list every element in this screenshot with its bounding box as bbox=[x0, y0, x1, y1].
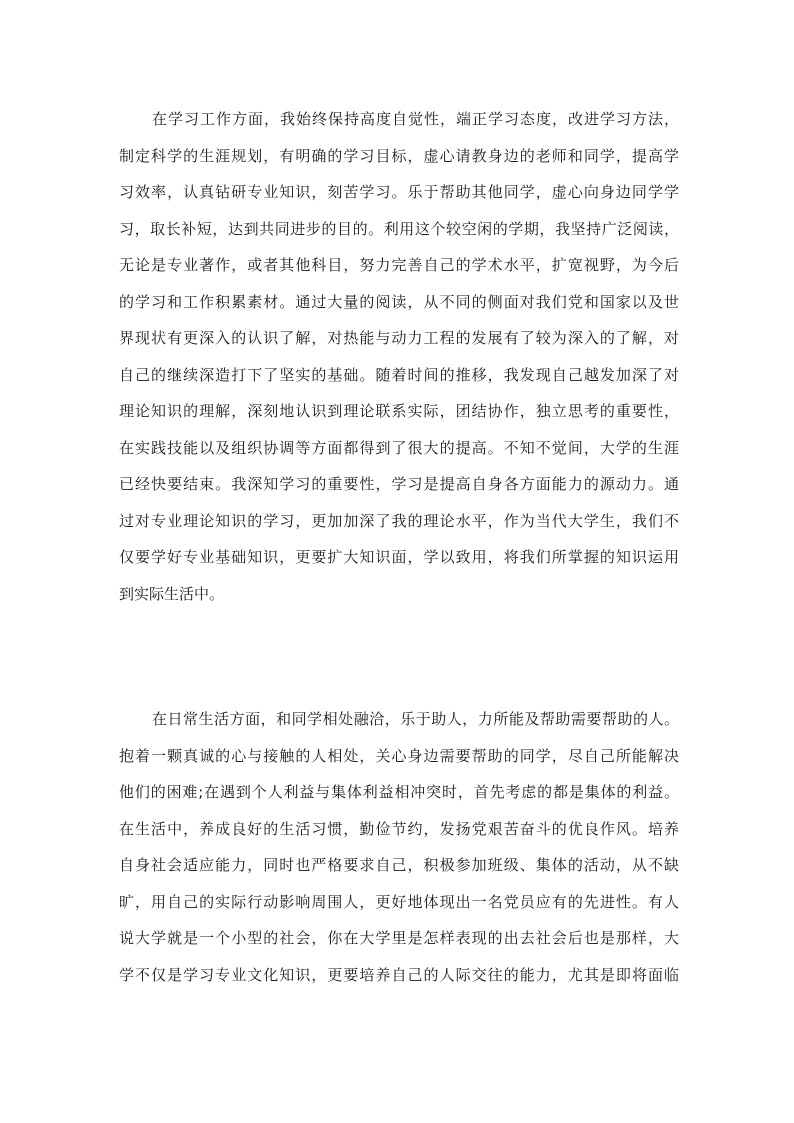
text-line: 抱着一颗真诚的心与接触的人相处，关心身边需要帮助的同学，尽自己所能解决 bbox=[119, 746, 679, 765]
text-line: 在生活中，养成良好的生活习惯，勤俭节约，发扬党艰苦奋斗的优良作风。培养 bbox=[119, 819, 679, 838]
text-line: 自身社会适应能力，同时也严格要求自己，积极参加班级、集体的活动，从不缺 bbox=[119, 856, 679, 874]
text-line: 习效率，认真钻研专业知识，刻苦学习。乐于帮助其他同学，虚心向身边同学学 bbox=[119, 183, 679, 201]
text-line: 界现状有更深入的认识了解，对热能与动力工程的发展有了较为深入的了解，对 bbox=[119, 329, 679, 347]
text-line: 的学习和工作积累素材。通过大量的阅读，从不同的侧面对我们党和国家以及世 bbox=[119, 292, 679, 311]
text-line: 旷，用自己的实际行动影响周围人，更好地体现出一名党员应有的先进性。有人 bbox=[119, 892, 679, 911]
text-line: 学不仅是学习专业文化知识，更要培养自己的人际交往的能力，尤其是即将面临 bbox=[119, 965, 679, 984]
text-line: 在学习工作方面，我始终保持高度自觉性，端正学习态度，改进学习方法， bbox=[152, 110, 679, 128]
text-line: 在实践技能以及组织协调等方面都得到了很大的提高。不知不觉间，大学的生涯 bbox=[119, 438, 679, 457]
paragraph-study-work bbox=[119, 105, 679, 616]
text-line: 仅要学好专业基础知识，更要扩大知识面，学以致用，将我们所掌握的知识运用 bbox=[119, 548, 679, 566]
text-line: 过对专业理论知识的学习，更加加深了我的理论水平，作为当代大学生，我们不 bbox=[119, 511, 679, 530]
text-line: 习，取长补短，达到共同进步的目的。利用这个较空闲的学期，我坚持广泛阅读， bbox=[119, 219, 679, 238]
text-line: 理论知识的理解，深刻地认识到理论联系实际，团结协作，独立思考的重要性， bbox=[119, 402, 679, 420]
text-line: 在日常生活方面，和同学相处融洽，乐于助人，力所能及帮助需要帮助的人。 bbox=[152, 710, 679, 728]
text-line: 到实际生活中。 bbox=[119, 584, 225, 603]
text-line: 自己的继续深造打下了坚实的基础。随着时间的推移，我发现自己越发加深了对 bbox=[119, 365, 679, 384]
text-line: 已经快要结束。我深知学习的重要性，学习是提高自身各方面能力的源动力。通 bbox=[119, 475, 679, 493]
text-line: 说大学就是一个小型的社会，你在大学里是怎样表现的出去社会后也是那样，大 bbox=[119, 929, 679, 947]
text-line: 他们的困难;在遇到个人利益与集体利益相冲突时，首先考虑的都是集体的利益。 bbox=[119, 783, 679, 801]
paragraph-daily-life bbox=[119, 705, 679, 997]
text-line: 无论是专业著作，或者其他科目，努力完善自己的学术水平，扩宽视野，为今后 bbox=[119, 256, 679, 274]
text-line: 制定科学的生涯规划，有明确的学习目标，虚心请教身边的老师和同学，提高学 bbox=[119, 146, 679, 165]
